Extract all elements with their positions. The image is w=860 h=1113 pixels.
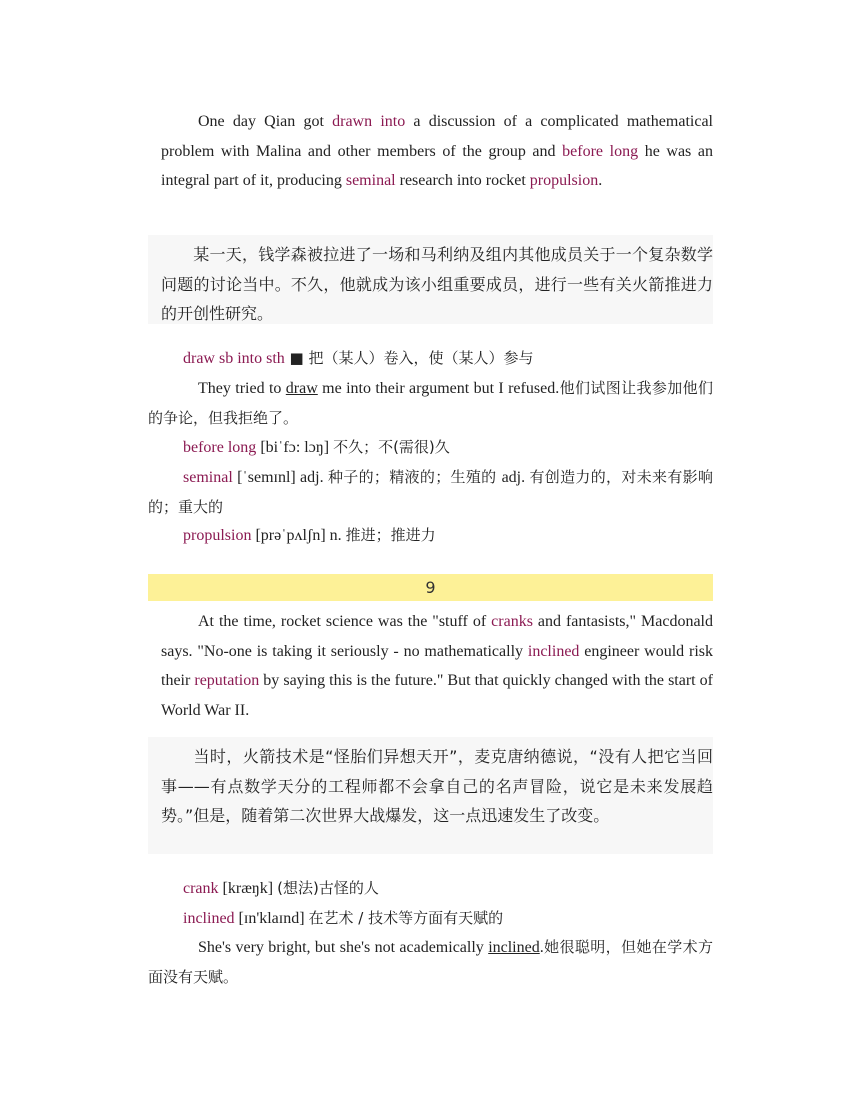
highlighted-term: drawn into [332,113,406,130]
section-number-bar: 9 [148,574,713,601]
vocab-inclined-example: She's very bright, but she's not academically inclined.她很聪明，但她在学术方面没有天赋。 [148,938,713,986]
highlighted-term: before long [562,142,639,160]
highlighted-term: propulsion [529,172,599,189]
text-run: research into rocket [395,172,530,189]
vocab-draw-example: They tried to draw me into their argument but I refused.他们试图让我参加他们的争论，但我拒绝了。 [148,379,714,427]
vocab-propulsion: propulsion [prəˈpʌlʃn] n. 推进；推进力 [183,526,436,544]
highlighted-term: inclined [527,642,580,660]
vocab-inclined: inclined [ɪn'klaɪnd] 在艺术 / 技术等方面有天赋的 [183,909,504,927]
text-run: by saying this is the future." But that quickly changed with the start of World War II. [161,672,713,719]
vocab-term: draw sb into sth [183,350,285,367]
vocab-term: before long [183,439,257,456]
vocab-crank: crank [kræŋk] (想法)古怪的人 [183,879,379,897]
text-run: engineer would risk their [161,642,714,689]
highlighted-term: seminal [345,172,396,189]
paragraph-2-english [161,607,713,725]
vocab-term: inclined [183,910,235,927]
paragraph-1-translation: 某一天，钱学森被拉进了一场和马利纳及组内其他成员关于一个复杂数学问题的讨论当中。不久，他就成为该小组重要成员，进行一些有关火箭推进力的开创性研究。 [148,235,713,324]
text-run: . [598,172,603,189]
vocab-draw-into [148,344,748,374]
vocab-term: crank [183,880,219,897]
text-run: and fantasists," Macdonald says. "No-one is taking it seriously - no mathematically [161,613,714,660]
text-run: One day Qian got [198,113,333,130]
text-run: he was an integral part of it, producing [161,142,714,189]
vocab-seminal: seminal [ˈsemɪnl] adj. 种子的；精液的；生殖的 adj. 有创造力的，对未来有影响的；重大的 [148,468,713,516]
vocab-before-long: before long [biˈfɔ: lɔŋ] 不久；不(需很)久 [183,438,450,456]
text-run: At the time, rocket science was the "stuff of [198,613,492,630]
highlighted-term: reputation [194,672,260,689]
text-run: a discussion of a complicated mathematical problem with Malina and other members of the group and [161,113,713,160]
paragraph-1-english [161,107,713,196]
vocab-term: seminal [183,469,233,486]
highlighted-term: cranks [491,613,533,630]
vocab-definition: ■ 把（某人）卷入，使（某人）参与 [284,349,534,367]
vocab-term: propulsion [183,527,252,544]
paragraph-2-translation: 当时，火箭技术是“怪胎们异想天开”，麦克唐纳德说，“没有人把它当回事——有点数学天分的工程师都不会拿自己的名声冒险，说它是未来发展趋势。”但是，随着第二次世界大战爆发，这一点迅速发生了改变。 [148,737,713,854]
